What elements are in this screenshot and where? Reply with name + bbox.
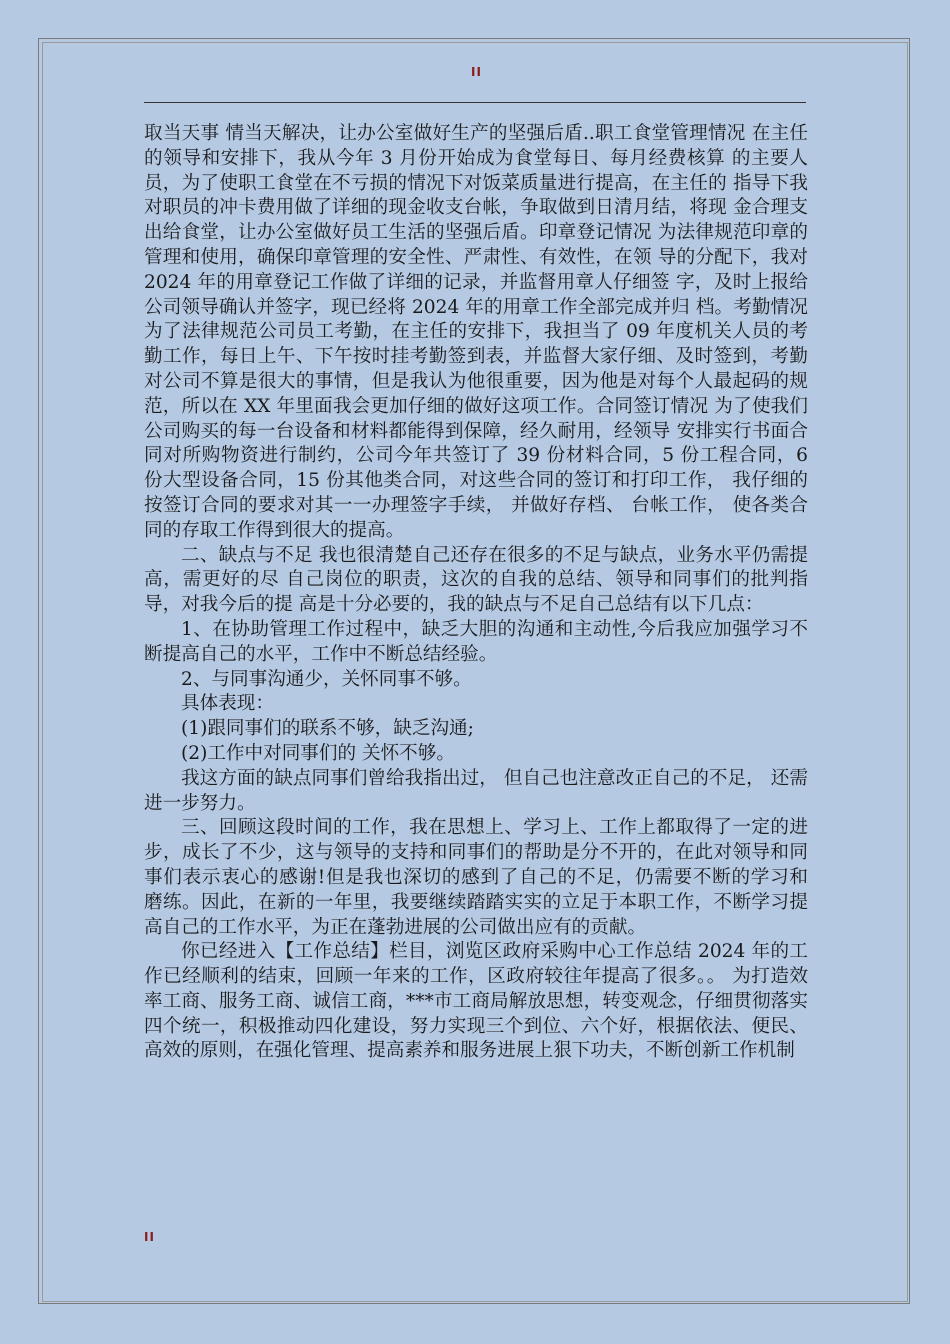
- specific-item-1: (1)跟同事们的联系不够，缺乏沟通;: [181, 718, 474, 740]
- paragraph-feedback: 我这方面的缺点同事们曾给我指出过， 但自己也注意改正自己的不足， 还需进一步努力。: [144, 767, 808, 814]
- header-mark: II: [471, 65, 482, 79]
- paragraph-review: 三、回顾这段时间的工作，我在思想上、学习上、工作上都取得了一定的进 步，成长了不少，这与领导的支持和同事们的帮助是分不开的，在此对领导和同 事们表示衷心的感谢!但是我也深切的感到了自己的不足，仍需要不断的学习和 磨练。因此，在新的一年里，我要继续踏踏实实的立足于本职工作，不断学习提 高自己的工作水平，为正在蓬勃进展的公司做出应有的贡献。: [144, 817, 808, 938]
- paragraph-shortcomings: 二、缺点与不足 我也很清楚自己还存在很多的不足与缺点，业务水平仍需提高，需更好的尽 自己岗位的职责，这次的自我的总结、领导和同事们的批判指导，对我今后的提 高是十分必要的，我的缺点与不足自己总结有以下几点：: [144, 544, 808, 616]
- paragraph-duties: 取当天事 情当天解决，让办公室做好生产的坚强后盾..职工食堂管理情况 在主任的领导和安排下，我从今年 3 月份开始成为食堂每日、每月经费核算 的主要人员，为了使职工食堂在不亏损的情况下对饭菜质量进行提高，在主任的 指导下我对职员的冲卡费用做了详细的现金收支台帐，争取做到日清月结，将现 金合理支出给食堂，让办公室做好员工生活的坚强后盾。印章登记情况 为法律规范印章的管理和使用，确保印章管理的安全性、严肃性、有效性，在领 导的分配下，我对 2024 年的用章登记工作做了详细的记录，并监督用章人仔细签 字，及时上报给公司领导确认并签字，现已经将 2024 年的用章工作全部完成并归 档。考勤情况 为了法律规范公司员工考勤，在主任的安排下，我担当了 09 年度机关人员的考 勤工作，每日上午、下午按时挂考勤签到表，并监督大家仔细、及时签到，考勤 对公司不算是很大的事情，但是我认为他很重要，因为他是对每个人最起码的规 范，所以在 XX 年里面我会更加仔细的做好这项工作。合同签订情况 为了使我们公司购买的每一台设备和材料都能得到保障，经久耐用，经领导 安排实行书面合同对所购物资进行制约，公司今年共签订了 39 份材料合同，5 份工程合同，6 份大型设备合同，15 份其他类合同，对这些合同的签订和打印工作， 我仔细的按签订合同的要求对其一一办理签字手续， 并做好存档、 台帐工作， 使各类合同的存取工作得到很大的提高。: [144, 123, 808, 541]
- specific-item-2: (2)工作中对同事们的 关怀不够。: [181, 742, 455, 764]
- list-item-1: 1、在协助管理工作过程中，缺乏大胆的沟通和主动性,今后我应加强学习不 断提高自己的水平，工作中不断总结经验。: [144, 618, 808, 665]
- footer-mark: II: [144, 1230, 155, 1244]
- header-rule: [144, 102, 806, 103]
- document-body: [144, 122, 808, 1064]
- paragraph-column-intro: 你已经进入【工作总结】栏目，浏览区政府采购中心工作总结 2024 年的工作已经顺利的结束，回顾一年来的工作，区政府较往年提高了很多。。 为打造效率工商、服务工商、诚信工商，***市工商局解放思想，转变观念，仔细贯彻落实四个统一，积极推动四化建设，努力实现三个到位、六个好，根据依法、便民、高效的原则，在强化管理、提高素养和服务进展上狠下功夫，不断创新工作机制: [144, 941, 808, 1062]
- list-item-2: 2、与同事沟通少，关怀同事不够。: [181, 668, 472, 690]
- specifics-label: 具体表现：: [181, 693, 274, 715]
